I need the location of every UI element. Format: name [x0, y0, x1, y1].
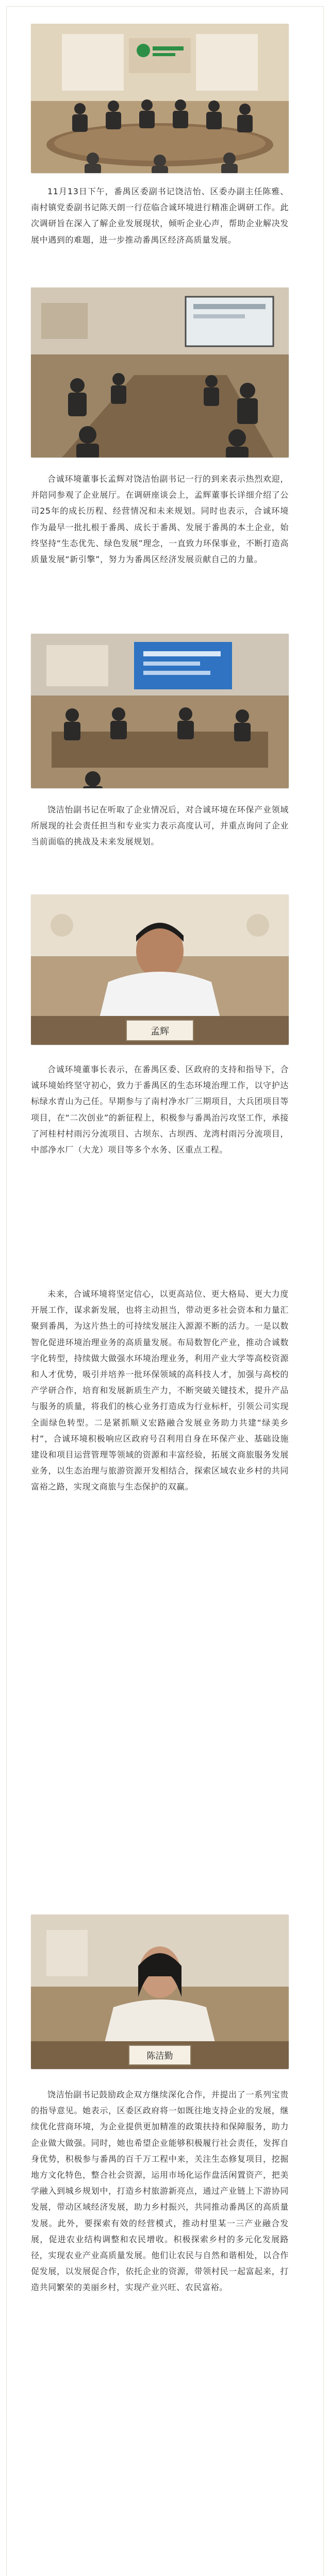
article-paragraph-4: 合诚环境董事长表示，在番禺区委、区政府的支持和指导下，合诚环境始终坚守初心，致力于番禺区的生态环境治理工作，以守护达标绿水青山为己任。早期参与了南村净水厂三期项目，大兵团项目等项目，在“二次创业”的新征程上，积极参与番禺治污攻坚工作，承接了河桂村村雨污分流项目、古坝东、古坝西、龙湾村雨污分流项目，中部净水厂（大龙）项目等多个水务、区重点工程。 — [31, 1064, 289, 1155]
speaker-photo-rao-jieyi-image — [31, 1914, 289, 2069]
article-paragraph-2: 合诚环境董事长孟辉对饶洁怡副书记一行的到来表示热烈欢迎，并陪同参观了企业展厅。在调研座谈会上，孟辉董事长详细介绍了公司25年的成长历程、经营情况和未来规划。同时也表示，合诚环境作为最早一批扎根于番禺、成长于番禺、发展于番禺的本土企业，始终坚持“生态优先、绿色发展”理念，一直致力环保事业，不断打造高质量发展“新引擎”，努力为番禺区经济发展贡献自己的力量。 — [31, 474, 289, 565]
article-paragraph-3: 饶洁怡副书记在听取了企业情况后，对合诚环境在环保产业领域所展现的社会责任担当和专业实力表示高度认可，并重点询问了企业当前面临的挑战及未来发展规划。 — [31, 805, 289, 847]
article-paragraph-1: 11月13日下午，番禺区委副书记饶洁怡、区委办副主任陈雅、南村镇党委副书记陈天朗一行莅临合诚环境进行精准企调研工作。此次调研旨在深入了解企业发展现状，倾听企业心声，帮助企业解决发展中遇到的难题，进一步推动番禺区经济高质量发展。 — [31, 187, 289, 245]
article-paragraph-6: 饶洁怡副书记鼓励政企双方继续深化合作，并提出了一系列宝贵的指导意见。她表示，区委区政府将一如既往地支持企业的发展，继续优化营商环境，为企业提供更加精准的政策扶持和保障服务，助力企业做大做强。同时，她也希望企业能够积极履行社会责任，发挥自身优势，积极参与番禺的百千万工程中来，关注生态修复项目，挖掘地方文化特色，整合社会资源，运用市场化运作盘活闲置资产，把美学融入到城乡规划中，打造乡村旅游新亮点，通过产业链上下游协同发展，带动区域经济发展，助力乡村振兴，共同推动番禺区的高质量发展。此外，要探索有效的经营模式，推动村里某一三产业融合发展，促进农业结构调整和农民增收。积极探索乡村的多元化发展路径，实现农业产业高质量发展。他们让农民与自然和谐相处，以合作促发展，以发展促合作，依托企业的资源，带领村民一起富起来，打造共同繁荣的美丽乡村，实现产业兴旺、农民富裕。 — [31, 2090, 289, 2293]
meeting-photo-2 — [31, 287, 289, 457]
meeting-photo-2-image — [31, 287, 289, 457]
article-paragraph-5: 未来，合诚环境将坚定信心，以更高站位、更大格局、更大力度开展工作，谋求新发展，也将主动担当，带动更多社会资本和力量汇聚到番禺，为这片热土的可持续发展注入源源不断的活力。一是以数智化促进环境治理业务的高质量发展。布局数智化产业，推动合诚数字化转型，持续做大做强水环境治理业务，利用产业大学等高校资源和人才优势，吸引并培养一批环保领域的高科技人才，加强与高校的产学研合作，培育和发展新质生产力，不断突破关键技术，提升产品与服务的质量，将我们的核心业务打造成为行业标杆，引领公司实现全面绿色转型。二是紧抓顺义宏路融合发展业务助力共建“绿美乡村”，合诚环境积极响应区政府号召利用自身在环保产业、基础设施建设和项目运营管理等领域的资源和丰富经验，拓展文商旅服务发展业务，以生态治理与旅游资源开发相结合，探索区域农业乡村的共同富裕之路，实现文商旅与生态保护的双赢。 — [31, 1289, 289, 1492]
speaker-photo-rao-jieyi — [31, 1914, 289, 2069]
meeting-photo-1-image — [31, 24, 289, 173]
meeting-photo-3 — [31, 634, 289, 788]
meeting-photo-1 — [31, 24, 289, 173]
nameplate-text: 陈洁勤 — [146, 2051, 173, 2061]
speaker-photo-meng-hui — [31, 894, 289, 1045]
nameplate-text: 孟辉 — [151, 1026, 169, 1037]
speaker-photo-meng-hui-image — [31, 894, 289, 1045]
meeting-photo-3-image — [31, 634, 289, 788]
